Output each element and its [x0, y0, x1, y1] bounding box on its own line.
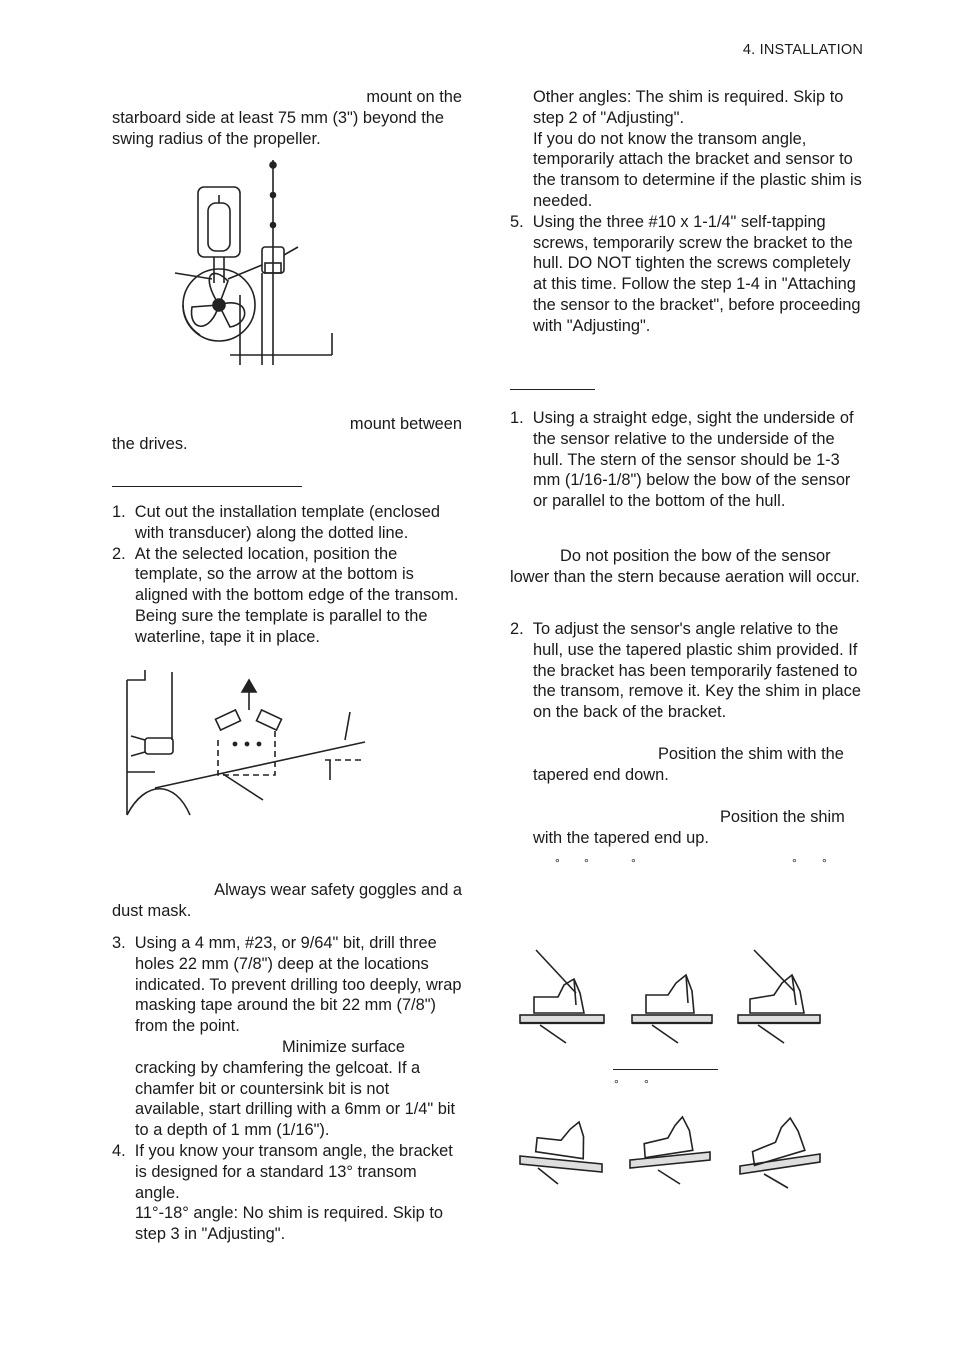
caution-1-rest: dust mask.: [112, 902, 192, 920]
shim-up-tail: Position the shim: [720, 808, 845, 826]
step-4: 4. If you know your transom angle, the bracket is designed for a standard 13° transom angle.: [112, 1141, 453, 1202]
unknown-angle: If you do not know the transom angle, temporarily attach the bracket and sensor to the transom to determine if the plastic shim is needed.: [533, 129, 862, 210]
adjusting-underline: [510, 389, 595, 390]
caution-2-rest: lower than the stern because aeration will occur.: [510, 568, 860, 586]
degree-mark: °: [631, 856, 636, 870]
caution-1: Always wear safety goggles and a: [214, 881, 462, 899]
shim-down-rest: tapered end down.: [533, 766, 669, 784]
adj-step-1: 1. Using a straight edge, sight the underside of the sensor relative to the underside of the hull. The stern of the sensor should be 1-3 mm (1/16-1/8") below the bow of the sensor or parallel to the bottom of the hull.: [510, 409, 854, 511]
degree-mark: °: [644, 1077, 649, 1091]
adj-step-2-block: [510, 619, 865, 723]
template-placement-figure: [125, 670, 370, 815]
step-3-note-tail: Minimize surface: [282, 1037, 405, 1056]
degree-mark: °: [822, 856, 827, 870]
adj-step-1-block: [510, 408, 865, 512]
degree-mark: °: [792, 856, 797, 870]
twin-text: the drives.: [112, 435, 188, 453]
propeller-mount-figure: [170, 155, 340, 370]
shim-up-rest: with the tapered end up.: [533, 829, 709, 847]
intro-text: starboard side at least 75 mm (3") beyond the swing radius of the propeller.: [112, 109, 444, 148]
step-3-block: [112, 933, 462, 1245]
adj-step-2: 2. To adjust the sensor's angle relative to the hull, use the tapered plastic shim provided. If the bracket has been temporarily fastened to the transom, remove it. Key the shim in place on the back of the bracket.: [510, 620, 861, 722]
heading-underline: [112, 486, 302, 487]
intro-tail: mount on the: [366, 88, 462, 106]
step-1: 1. Cut out the installation template (enclosed with transducer) along the dotted line.: [112, 503, 441, 542]
degree-mark: °: [555, 856, 560, 870]
step-4-sub: 11°-18° angle: No shim is required. Skip to step 3 in "Adjusting".: [135, 1204, 443, 1244]
section-header: 4. INSTALLATION: [742, 42, 863, 58]
step-2: 2. At the selected location, position the template, so the arrow at the bottom is aligned with the bottom edge of the transom. Being sure the template is parallel to the waterline, tape it in place.: [112, 544, 459, 646]
degree-mark: °: [584, 856, 589, 870]
step-3-note: cracking by chamfering the gelcoat. If a chamfer bit or countersink bit is not available, start drilling with a 6mm or 1/4" bit to a depth of 1 mm (1/16").: [135, 1058, 456, 1140]
step-5: 5. Using the three #10 x 1-1/4" self-tapping screws, temporarily screw the bracket to the hull. DO NOT tighten the screws completely at this time. Follow the step 1-4 in "Attaching the sensor to the bracket", before proceeding with "Adjusting".: [510, 212, 861, 335]
right-top-block: [510, 87, 865, 337]
sensor-angle-figure-bottom: [518, 1110, 828, 1190]
twin-tail: mount between: [349, 415, 462, 433]
sensor-angle-figure-top: [518, 945, 828, 1050]
caution-2: Do not position the bow of the sensor: [560, 547, 831, 565]
shim-down-tail: Position the shim with the: [658, 745, 844, 763]
other-angles: Other angles: The shim is required. Skip to step 2 of "Adjusting".: [533, 88, 844, 127]
steps-list: [112, 502, 462, 648]
degree-mark: °: [614, 1077, 619, 1091]
figure-separator: [613, 1069, 718, 1070]
step-3: 3. Using a 4 mm, #23, or 9/64" bit, drill three holes 22 mm (7/8") deep at the locations indicated. To prevent drilling too deeply, wrap masking tape around the bit 22 mm (7/8") from the point.: [112, 934, 462, 1036]
